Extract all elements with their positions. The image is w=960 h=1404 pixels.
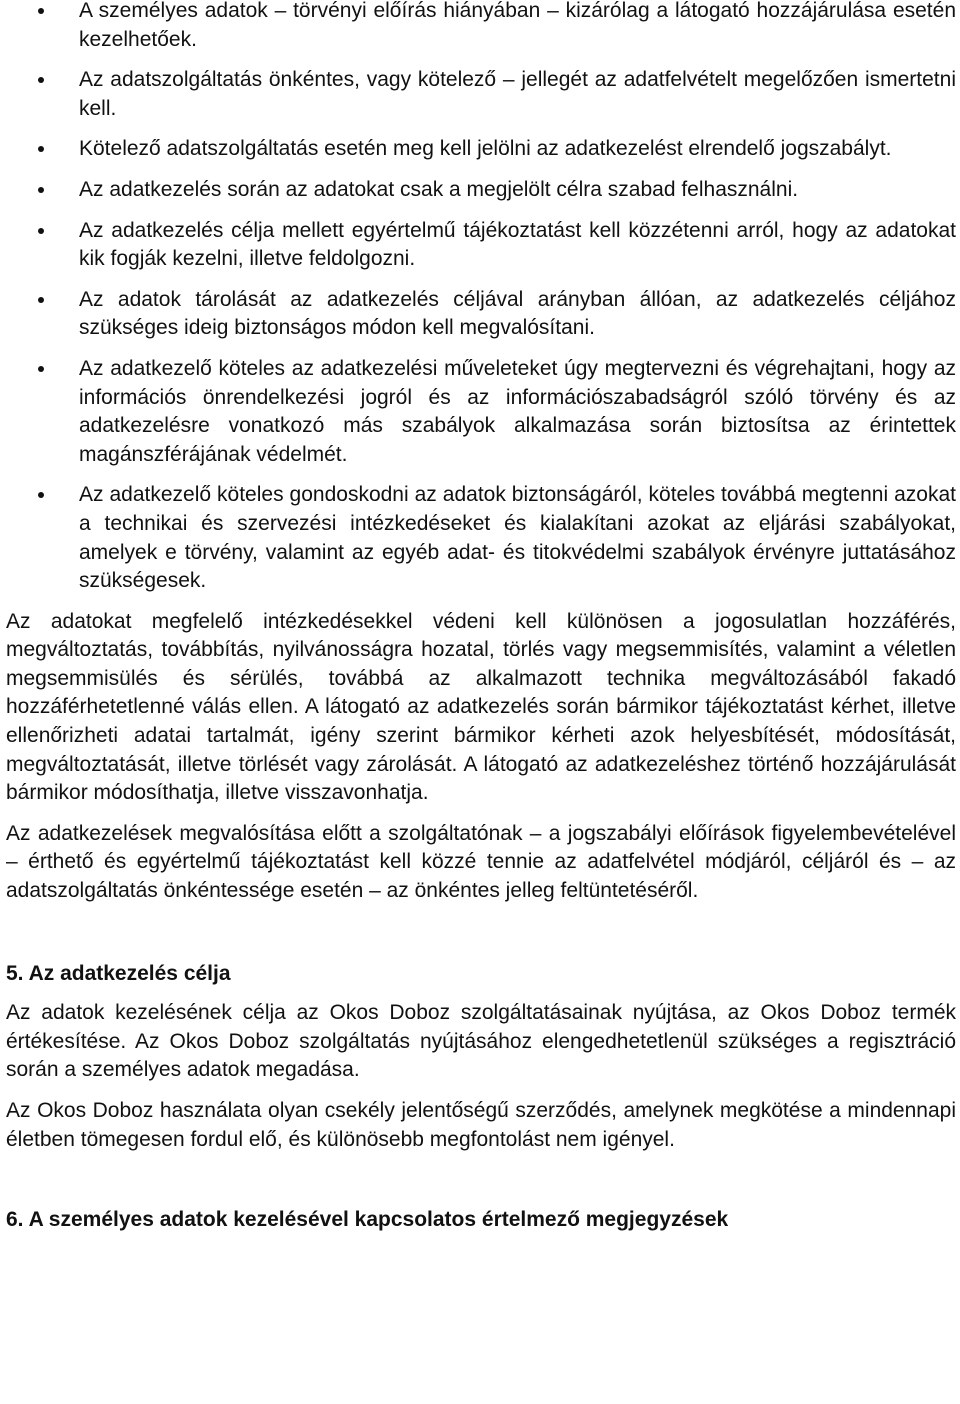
bullet-text: Az adatkezelés célja mellett egyértelmű tájékoztatást kell közzétenni arról, hogy az adatokat kik fogják kezelni, illetve feldolgozni. [79,218,956,271]
section-5-paragraph-2: Az Okos Doboz használata olyan csekély jelentőségű szerződés, amelynek megkötése a mindennapi életben tömegesen fordul elő, és különösebb megfontolást nem igényel. [6,1099,956,1151]
bullet-dot-icon [38,8,44,14]
section-5-heading: 5. Az adatkezelés célja [6,961,231,985]
bullet-item [6,176,956,205]
bullet-list [6,0,956,596]
document-page [6,0,956,1235]
bullet-item [6,66,956,123]
bullet-text: Az adatkezelő köteles gondoskodni az adatok biztonságáról, köteles továbbá megtenni azokat a technikai és szervezési intézkedéseket és kialakítani azokat az eljárási szabályokat, amelyek e törvény, valamint az egyéb adat- és titokvédelmi szabályok érvényre juttatásához szükségesek. [79,483,956,593]
bullet-item [6,286,956,343]
bullet-item [6,135,956,164]
bullet-dot-icon [38,77,44,83]
bullet-text: Az adatkezelő köteles az adatkezelési műveleteket úgy megtervezni és végrehajtani, hogy az információs önrendelkezési jogról és az információszabadságról szóló törvény és az adatkezelésre vonatkozó más szabályok alkalmazása során biztosítsa az érintettek magánszférájának védelmét. [79,356,956,466]
bullet-dot-icon [38,146,44,152]
bullet-text: Az adatszolgáltatás önkéntes, vagy kötelező – jellegét az adatfelvételt megelőzően ismertetni kell. [79,68,956,120]
bullet-item [6,481,956,595]
paragraph-protection: Az adatokat megfelelő intézkedésekkel védeni kell különösen a jogosulatlan hozzáférés, megváltoztatás, továbbítás, nyilvánosságra hozatal, törlés vagy megsemmisítés, valamint a véletlen megsemmisülés és sérülés, továbbá az alkalmazott technika megváltozásából fakadó hozzáférhetetlenné válás ellen. A látogató az adatkezelés során bármikor tájékoztatást kérhet, illetve ellenőrizheti adatai tartalmát, igény szerint bármikor kérheti azok helyesbítését, módosítását, megváltoztatását, illetve törlését vagy zárolását. A látogató az adatkezeléshez történő hozzájárulását bármikor módosíthatja, illetve visszavonhatja. [6,609,956,805]
bullet-dot-icon [38,297,44,303]
paragraph-before-processing: Az adatkezelések megvalósítása előtt a szolgáltatónak – a jogszabályi előírások figyelembevételével – érthető és egyértelmű tájékoztatást kell közzé tennie az adatfelvétel módjáról, céljáról és – az adatszolgáltatás önkéntessége esetén – az önkéntes jelleg feltüntetéséről. [6,821,956,903]
bullet-text: Az adatok tárolását az adatkezelés céljával arányban állóan, az adatkezelés céljához szükséges ideig biztonságos módon kell megvalósítani. [79,287,956,340]
section-6-heading: 6. A személyes adatok kezelésével kapcsolatos értelmező megjegyzések [6,1208,729,1232]
bullet-text: Kötelező adatszolgáltatás esetén meg kell jelölni az adatkezelést elrendelő jogszabályt. [79,137,892,161]
bullet-text: A személyes adatok – törvényi előírás hiányában – kizárólag a látogató hozzájárulása esetén kezelhetőek. [79,0,956,51]
section-5-paragraph-1: Az adatok kezelésének célja az Okos Doboz szolgáltatásainak nyújtása, az Okos Doboz termék értékesítése. Az Okos Doboz szolgáltatás nyújtásához elengedhetetlenül szükséges a regisztráció során a személyes adatok megadása. [6,1001,956,1082]
bullet-dot-icon [38,366,44,372]
bullet-dot-icon [38,228,44,234]
bullet-dot-icon [38,492,44,498]
bullet-item [6,355,956,469]
bullet-item [6,0,956,54]
bullet-text: Az adatkezelés során az adatokat csak a megjelölt célra szabad felhasználni. [79,177,799,201]
bullet-dot-icon [38,187,44,193]
bullet-item [6,217,956,274]
